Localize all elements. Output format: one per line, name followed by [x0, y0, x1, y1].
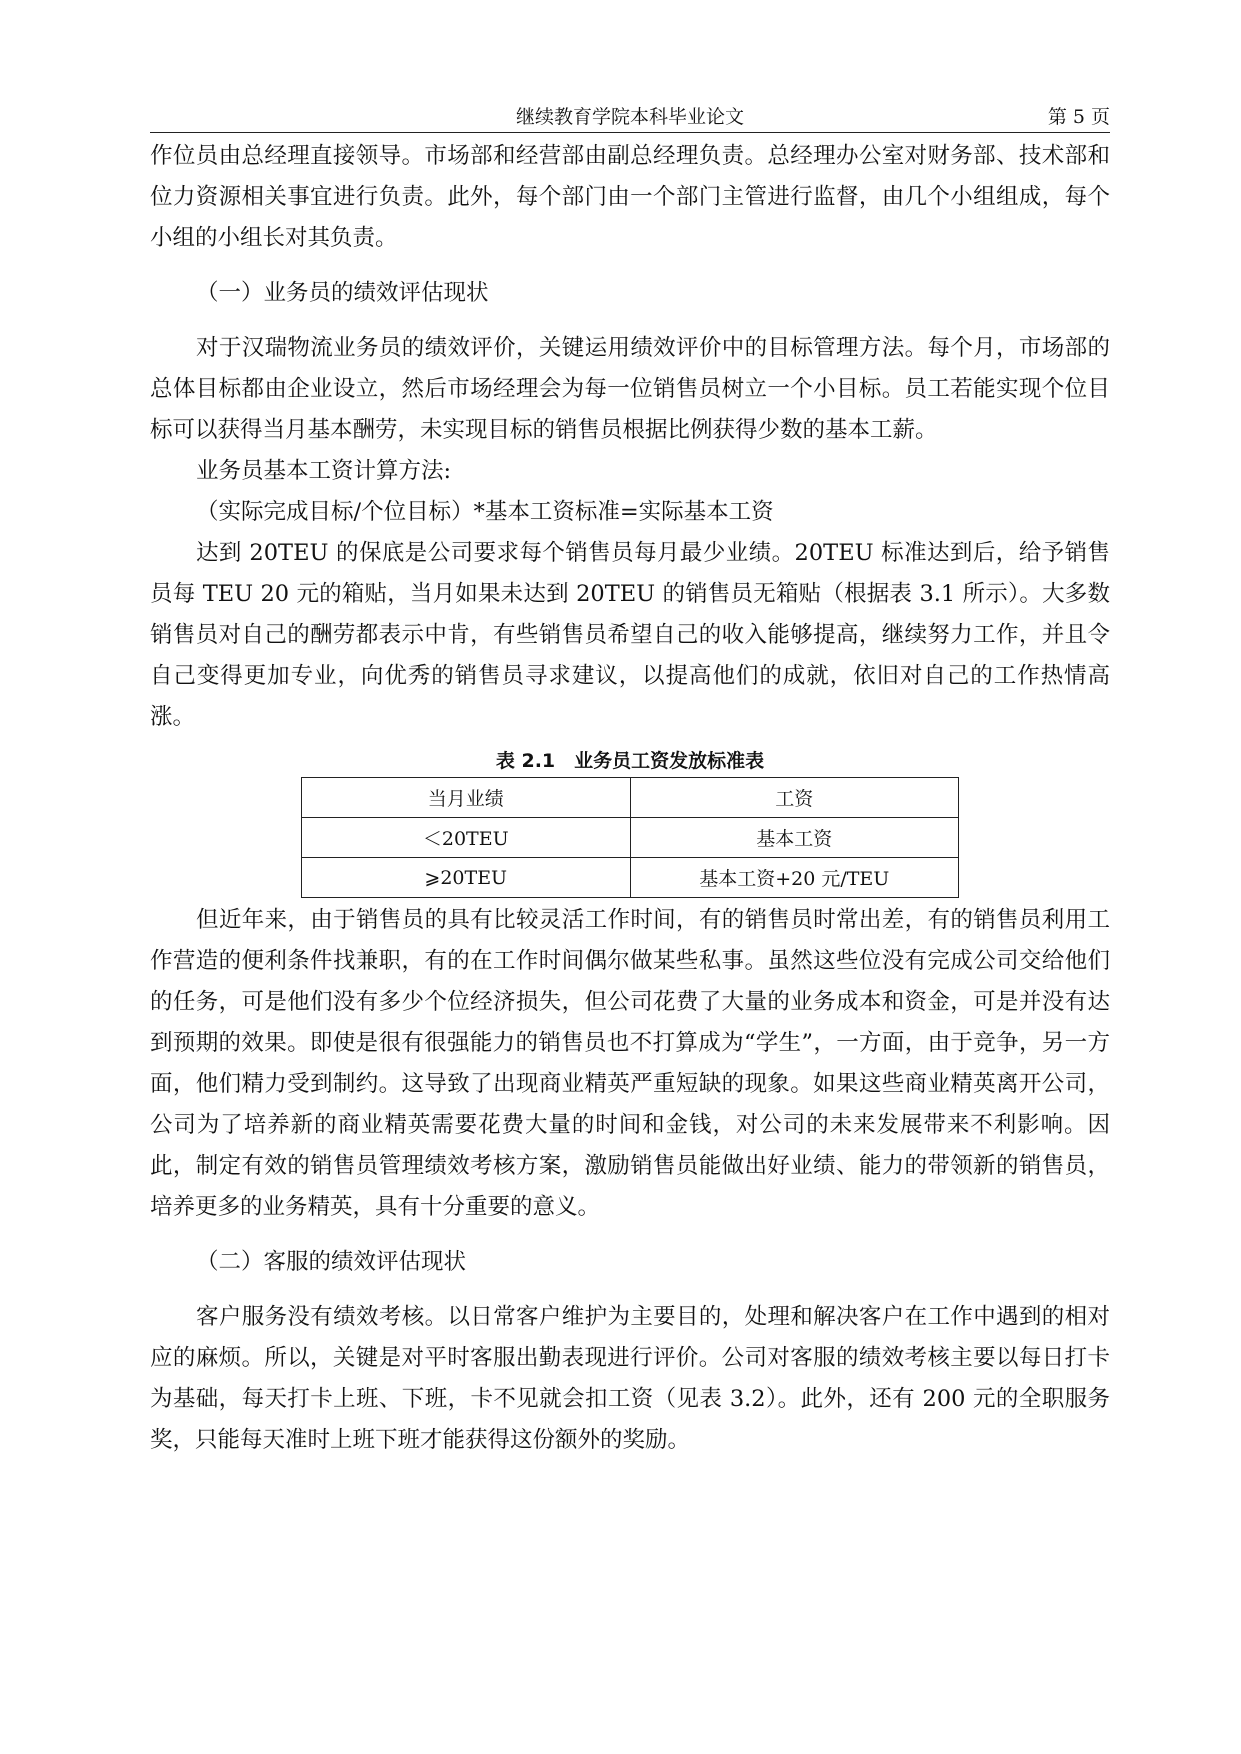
- page-number: 第 5 页: [1047, 106, 1110, 128]
- table-row: [302, 818, 959, 858]
- salary-table: [301, 777, 959, 898]
- table-row: [302, 858, 959, 898]
- header-rule: [150, 132, 1110, 133]
- table-cell: ⩾20TEU: [302, 858, 631, 898]
- table-header-row: [302, 778, 959, 818]
- paragraph-1: 作位员由总经理直接领导。市场部和经营部由副总经理负责。总经理办公室对财务部、技术部和位力资源相关事宜进行负责。此外，每个部门由一个部门主管进行监督，由几个小组组成，每个小组的小组长对其负责。: [150, 143, 1110, 251]
- paragraph-7: 客户服务没有绩效考核。以日常客户维护为主要目的，处理和解决客户在工作中遇到的相对应的麻烦。所以，关键是对平时客服出勤表现进行评价。公司对客服的绩效考核主要以每日打卡为基础，每天打卡上班、下班，卡不见就会扣工资（见表 3.2）。此外，还有 200 元的全职服务奖，只能每天准时上班下班才能获得这份额外的奖励。: [150, 1304, 1110, 1453]
- table-cell: 基本工资+20 元/TEU: [630, 858, 959, 898]
- section-heading-1: （一）业务员的绩效评估现状: [196, 280, 489, 306]
- page-header: [150, 100, 1110, 130]
- table-caption: 表 2.1 业务员工资发放标准表: [495, 750, 765, 772]
- paragraph-5: 达到 20TEU 的保底是公司要求每个销售员每月最少业绩。20TEU 标准达到后，给予销售员每 TEU 20 元的箱贴，当月如果未达到 20TEU 的销售员无箱贴（根据表 3.1 所示）。大多数销售员对自己的酬劳都表示中肯，有些销售员希望自己的收入能够提高，继续努力工作，并且令自己变得更加专业，向优秀的销售员寻求建议，以提高他们的成就，依旧对自己的工作热情高涨。: [150, 540, 1110, 730]
- section-heading-2: （二）客服的绩效评估现状: [196, 1249, 467, 1275]
- paragraph-6: 但近年来，由于销售员的具有比较灵活工作时间，有的销售员时常出差，有的销售员利用工作营造的便利条件找兼职，有的在工作时间偶尔做某些私事。虽然这些位没有完成公司交给他们的任务，可是他们没有多少个位经济损失，但公司花费了大量的业务成本和资金，可是并没有达到预期的效果。即使是很有很强能力的销售员也不打算成为“学生”，一方面，由于竞争，另一方面，他们精力受到制约。这导致了出现商业精英严重短缺的现象。如果这些商业精英离开公司，公司为了培养新的商业精英需要花费大量的时间和金钱，对公司的未来发展带来不利影响。因此，制定有效的销售员管理绩效考核方案，激励销售员能做出好业绩、能力的带领新的销售员，培养更多的业务精英，具有十分重要的意义。: [150, 907, 1110, 1220]
- table-header-cell: 当月业绩: [302, 778, 631, 818]
- table-header-cell: 工资: [630, 778, 959, 818]
- paragraph-3: 业务员基本工资计算方法:: [196, 458, 452, 484]
- paragraph-4: （实际完成目标/个位目标）*基本工资标准=实际基本工资: [196, 499, 774, 525]
- table-cell: 基本工资: [630, 818, 959, 858]
- paragraph-2: 对于汉瑞物流业务员的绩效评价，关键运用绩效评价中的目标管理方法。每个月，市场部的总体目标都由企业设立，然后市场经理会为每一位销售员树立一个小目标。员工若能实现个位目标可以获得当月基本酬劳，未实现目标的销售员根据比例获得少数的基本工薪。: [150, 335, 1110, 443]
- document-body: [150, 136, 1110, 1461]
- table-cell: ＜20TEU: [302, 818, 631, 858]
- header-title: 继续教育学院本科毕业论文: [515, 106, 744, 128]
